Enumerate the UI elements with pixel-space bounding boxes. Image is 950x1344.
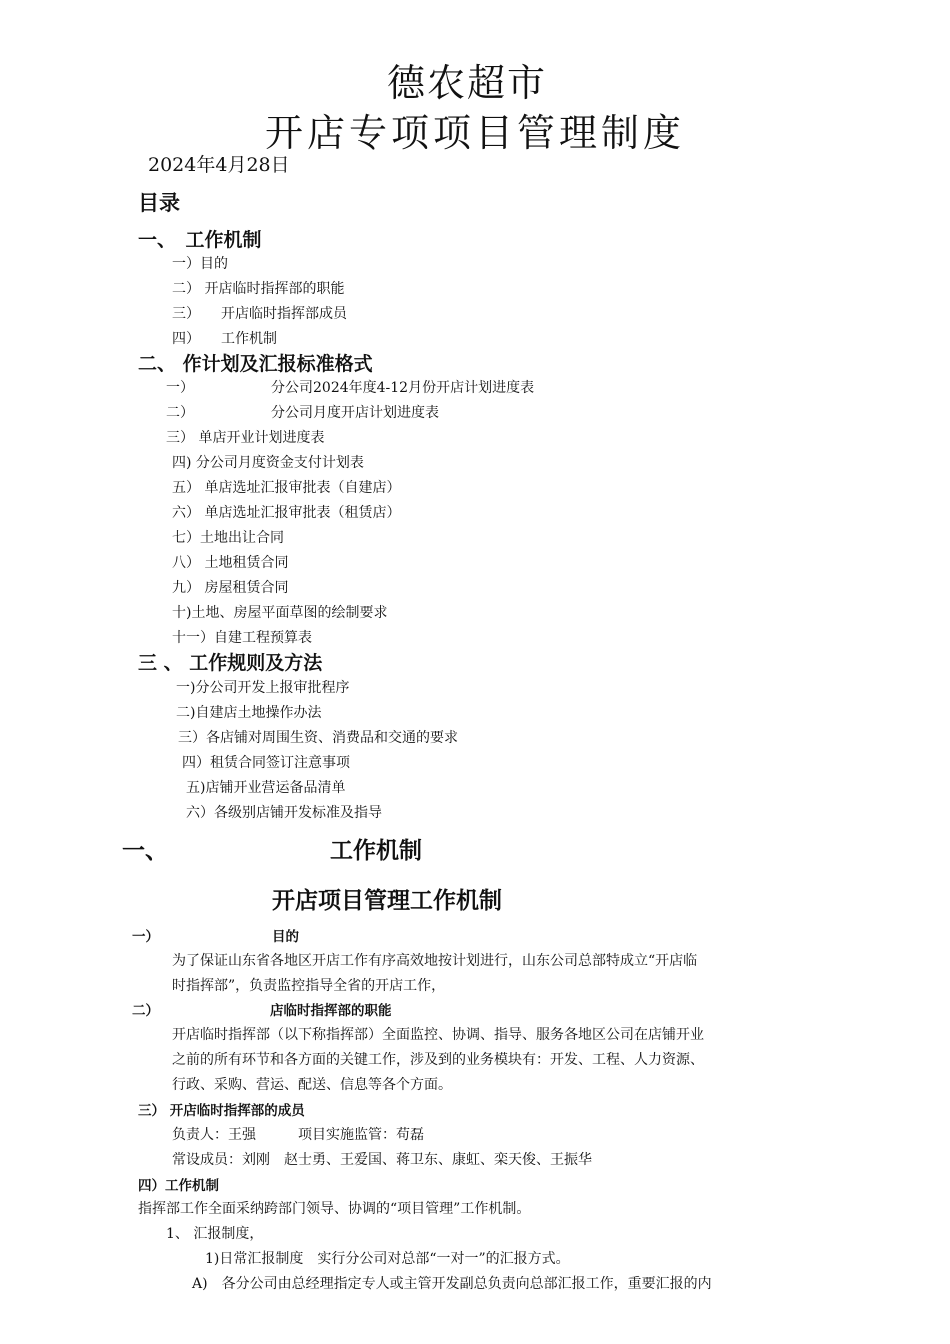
toc-item: 七）土地出让合同 [172, 530, 284, 546]
toc-item: 十)土地、房屋平面草图的绘制要求 [172, 605, 388, 621]
section-title: 工作机制 [330, 838, 422, 864]
toc-item: 三） 开店临时指挥部成员 [172, 306, 347, 322]
document-title-line2: 开店专项项目管理制度 [265, 111, 686, 155]
para-3-heading: 三） 开店临时指挥部的成员 [138, 1103, 305, 1119]
toc-item: 十一）自建工程预算表 [172, 630, 312, 646]
para-1-number: 一） [132, 929, 159, 945]
toc-item: 八） 土地租赁合同 [172, 555, 289, 571]
toc-section-3: 三 、 工作规则及方法 [138, 652, 323, 674]
para-1-text: 时指挥部”，负责监控指导全省的开店工作， [172, 978, 446, 994]
para-4-subitem: 1)日常汇报制度 实行分公司对总部“一对一”的汇报方式。 [205, 1251, 570, 1267]
toc-item: 三） 单店开业计划进度表 [166, 430, 325, 446]
para-3-line: 常设成员：刘刚 赵士勇、王爱国、蒋卫东、康虹、栾天俊、王振华 [172, 1152, 592, 1168]
para-1-title: 目的 [272, 929, 299, 945]
para-2-text: 开店临时指挥部（以下称指挥部）全面监控、协调、指导、服务各地区公司在店铺开业 [172, 1027, 704, 1043]
para-2-text: 行政、采购、营运、配送、信息等各个方面。 [172, 1077, 452, 1093]
toc-item: 四）租赁合同签订注意事项 [182, 755, 350, 771]
document-title-line1: 德农超市 [387, 61, 548, 105]
para-3-line: 负责人：王强 项目实施监管：苟磊 [172, 1127, 424, 1143]
toc-item: 三）各店铺对周围生资、消费品和交通的要求 [178, 730, 458, 746]
toc-item: 六）各级别店铺开发标准及指导 [186, 805, 382, 821]
para-1-text: 为了保证山东省各地区开店工作有序高效地按计划进行，山东公司总部特成立“开店临 [172, 953, 698, 969]
para-2-title: 店临时指挥部的职能 [270, 1003, 392, 1019]
document-date: 2024年4月28日 [148, 154, 290, 176]
toc-item: 九） 房屋租赁合同 [172, 580, 289, 596]
para-2-number: 二） [132, 1003, 159, 1019]
para-4-item: 1、 汇报制度， [166, 1226, 264, 1242]
para-4-heading: 四）工作机制 [138, 1178, 219, 1194]
toc-item: 四） 工作机制 [172, 331, 277, 347]
toc-item: 二） 开店临时指挥部的职能 [172, 281, 345, 297]
toc-item: 五） 单店选址汇报审批表（自建店） [172, 480, 401, 496]
para-4-subitem: A) 各分公司由总经理指定专人或主管开发副总负责向总部汇报工作，重要汇报的内 [192, 1276, 712, 1292]
toc-item: 四) 分公司月度资金支付计划表 [172, 455, 364, 471]
para-4-text: 指挥部工作全面采纳跨部门领导、协调的“项目管理”工作机制。 [138, 1201, 531, 1217]
toc-item: 五)店铺开业营运备品清单 [186, 780, 346, 796]
toc-item: 二） 分公司月度开店计划进度表 [166, 405, 439, 421]
toc-item: 六） 单店选址汇报审批表（租赁店） [172, 505, 401, 521]
toc-item: 一）目的 [172, 256, 228, 272]
section-number: 一、 [122, 838, 168, 864]
toc-section-2: 二、 作计划及汇报标准格式 [138, 353, 373, 375]
subtitle: 开店项目管理工作机制 [272, 888, 502, 914]
toc-item: 一)分公司开发上报审批程序 [176, 680, 350, 696]
toc-section-1: 一、 工作机制 [138, 229, 262, 251]
toc-item: 一） 分公司2024年度4-12月份开店计划进度表 [166, 380, 535, 396]
toc-heading: 目录 [138, 191, 180, 215]
toc-item: 二)自建店土地操作办法 [176, 705, 322, 721]
para-2-text: 之前的所有环节和各方面的关键工作，涉及到的业务模块有：开发、工程、人力资源、 [172, 1052, 704, 1068]
